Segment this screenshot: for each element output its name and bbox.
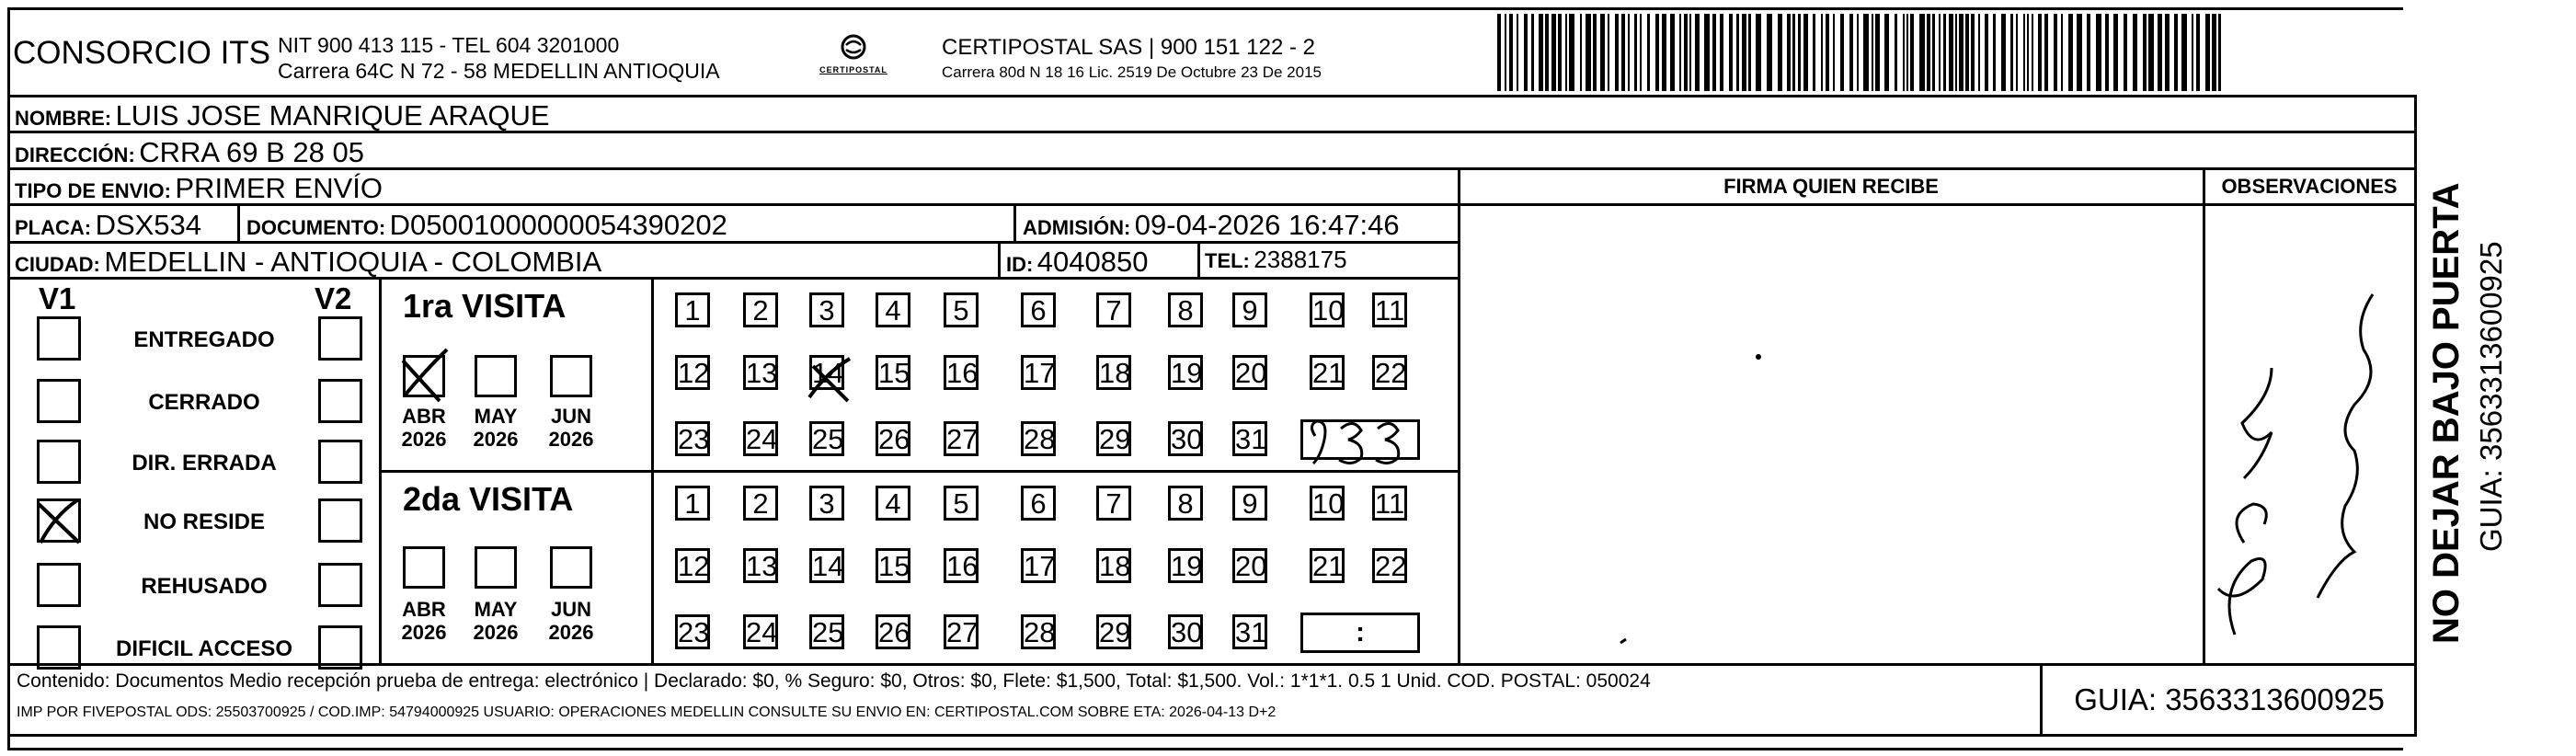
month-label: JUN	[550, 598, 591, 621]
barcode-bar	[2113, 14, 2118, 91]
status-label: NO RESIDE	[143, 510, 266, 534]
day-box[interactable]: 27	[944, 421, 979, 456]
barcode-bar	[1662, 14, 1666, 91]
barcode-bar	[2196, 14, 2200, 91]
barcode-bar	[1748, 14, 1751, 91]
barcode-bar	[1798, 14, 1801, 91]
barcode-bar	[2212, 14, 2216, 91]
day-box[interactable]: 31	[1232, 614, 1267, 649]
barcode	[1497, 14, 2224, 91]
day-box[interactable]: 28	[1021, 614, 1056, 649]
nombre-row	[15, 99, 550, 132]
firma-left-line	[1458, 167, 1460, 665]
day-box[interactable]: 31	[1232, 421, 1267, 456]
barcode-bar	[1509, 14, 1513, 91]
day-box[interactable]: 23	[675, 421, 710, 456]
day-box[interactable]: 27	[944, 614, 979, 649]
tel-value: 2388175	[1254, 246, 1347, 273]
placa-label: PLACA:	[15, 216, 92, 239]
tel-cell	[1205, 246, 1347, 274]
ciudad-label: CIUDAD:	[15, 253, 100, 276]
day-box[interactable]: 13	[743, 548, 778, 583]
day-box[interactable]: 18	[1096, 548, 1131, 583]
tipo-value: PRIMER ENVÍO	[175, 172, 384, 204]
barcode-bar	[1720, 14, 1723, 91]
barcode-bar	[1826, 14, 1829, 91]
company-name: CONSORCIO ITS	[13, 35, 271, 71]
direccion-label: DIRECCIÓN:	[15, 143, 135, 166]
barcode-bar	[2023, 14, 2025, 91]
barcode-bar	[1985, 14, 1988, 91]
day-box[interactable]: 8	[1168, 292, 1203, 327]
day-box[interactable]: 24	[743, 614, 778, 649]
barcode-bar	[1531, 14, 1534, 91]
barcode-bar	[1821, 14, 1823, 91]
barcode-bar	[1628, 14, 1630, 91]
address-line: Carrera 64C N 72 - 58 MEDELLIN ANTIOQUIA	[278, 59, 720, 83]
barcode-bar	[1787, 14, 1791, 91]
barcode-bar	[1615, 14, 1619, 91]
barcode-bar	[1524, 14, 1528, 91]
barcode-bar	[1640, 14, 1642, 91]
barcode-bar	[1679, 14, 1681, 91]
day-box[interactable]: 9	[1232, 486, 1267, 521]
id-value: 4040850	[1036, 246, 1149, 278]
barcode-bar	[2087, 14, 2090, 91]
tipo-row	[15, 172, 383, 205]
barcode-bar	[1670, 14, 1675, 91]
day-box[interactable]: 11	[1372, 292, 1407, 327]
table-bottom-line	[7, 734, 2417, 737]
barcode-bar	[1955, 14, 1957, 91]
month-year: 2026	[548, 428, 594, 451]
barcode-bar	[1927, 14, 1930, 91]
barcode-bar	[1959, 14, 1963, 91]
barcode-bar	[2068, 14, 2073, 91]
footer-guia: GUIA: 3563313600925	[2074, 682, 2385, 716]
barcode-bar	[1903, 14, 1905, 91]
day-box[interactable]: 30	[1168, 421, 1203, 456]
documento-label: DOCUMENTO:	[246, 216, 386, 239]
day-box[interactable]: 6	[1021, 292, 1056, 327]
barcode-bar	[1565, 14, 1567, 91]
day-box[interactable]: 3	[809, 486, 844, 521]
barcode-bar	[2124, 14, 2127, 91]
visit2-title: 2da VISITA	[403, 480, 574, 518]
nombre-label: NOMBRE:	[15, 107, 112, 130]
ciudad-value: MEDELLIN - ANTIOQUIA - COLOMBIA	[104, 246, 602, 278]
id-cell	[1006, 246, 1148, 279]
footer-line-2: IMP POR FIVEPOSTAL ODS: 25503700925 / COD.IMP: 54794000925 USUARIO: OPERACIONES MEDELLIN CONSULTE SU ENVIO EN: CERTIPOSTAL.COM SOBRE ETA: 2026-04-13 D+2	[17, 704, 1277, 720]
barcode-bar	[1517, 14, 1518, 91]
day-box[interactable]: 17	[1021, 355, 1056, 390]
visit1-title: 1ra VISITA	[403, 287, 567, 325]
day-box[interactable]: 26	[876, 421, 910, 456]
month-checkbox[interactable]	[550, 546, 592, 589]
day-box[interactable]: 17	[1021, 548, 1056, 583]
v2-checkbox[interactable]	[318, 316, 362, 361]
day-box[interactable]: 5	[944, 292, 979, 327]
table-right-line	[2414, 95, 2417, 737]
barcode-bar	[2001, 14, 2006, 91]
v1-checkbox[interactable]	[37, 440, 81, 484]
placa-value: DSX534	[95, 209, 202, 241]
barcode-bar	[1600, 14, 1605, 91]
certipostal-logo	[817, 33, 890, 74]
day-box[interactable]: 15	[876, 355, 910, 390]
month-checkbox[interactable]	[403, 546, 445, 589]
barcode-bar	[1857, 14, 1859, 91]
barcode-bar	[1939, 14, 1941, 91]
barcode-bar	[2027, 14, 2029, 91]
id-label: ID:	[1006, 253, 1034, 276]
stray-dot	[1756, 354, 1761, 360]
observaciones-header: OBSERVACIONES	[2221, 175, 2398, 198]
stray-mark	[1620, 639, 1626, 643]
status-label: REHUSADO	[141, 574, 268, 599]
barcode-bar	[1833, 14, 1835, 91]
direccion-row	[15, 136, 364, 169]
barcode-bar	[1906, 14, 1908, 91]
certipostal-logo-icon	[835, 33, 872, 61]
v2-checkbox[interactable]	[318, 625, 362, 670]
day-box[interactable]: 9	[1232, 292, 1267, 327]
month-checkbox[interactable]	[475, 546, 517, 589]
logo-text: CERTIPOSTAL	[819, 65, 887, 74]
day-box[interactable]: 5	[944, 486, 979, 521]
time-box[interactable]	[1300, 419, 1420, 460]
barcode-bar	[1742, 14, 1746, 91]
barcode-bar	[1767, 14, 1772, 91]
barcode-bar	[1875, 14, 1880, 91]
visit-divider-line	[379, 470, 1460, 473]
barcode-bar	[1569, 14, 1574, 91]
day-box[interactable]: 23	[675, 614, 710, 649]
status-label: DIR. ERRADA	[132, 451, 277, 475]
footer-divider	[2040, 663, 2043, 737]
barcode-bar	[1497, 14, 1501, 91]
outer-left-border	[7, 7, 10, 750]
barcode-bar	[2143, 14, 2147, 91]
admision-divider	[1013, 204, 1016, 241]
v2-checkbox[interactable]	[318, 440, 362, 484]
barcode-bar	[1943, 14, 1946, 91]
barcode-bar	[1545, 14, 1549, 91]
month-checkbox[interactable]	[403, 355, 445, 397]
v2-checkbox[interactable]	[318, 498, 362, 543]
barcode-bar	[1621, 14, 1625, 91]
barcode-bar	[1863, 14, 1869, 91]
day-box[interactable]: 12	[675, 355, 710, 390]
nit-line: NIT 900 413 115 - TEL 604 3201000	[278, 33, 620, 57]
direccion-value: CRRA 69 B 28 05	[139, 136, 364, 168]
barcode-bar	[1884, 14, 1889, 91]
barcode-bar	[2077, 14, 2082, 91]
barcode-bar	[1778, 14, 1782, 91]
month-label: JUN	[550, 405, 591, 428]
documento-cell	[246, 209, 727, 242]
barcode-bar	[1539, 14, 1543, 91]
nombre-value: LUIS JOSE MANRIQUE ARAQUE	[115, 99, 550, 132]
table-top-line	[7, 95, 2417, 97]
barcode-bar	[2054, 14, 2057, 91]
month-label: ABR	[402, 598, 446, 621]
month-label: ABR	[402, 405, 446, 428]
barcode-bar	[1803, 14, 1808, 91]
day-box[interactable]: 21	[1310, 355, 1345, 390]
day-box[interactable]: 7	[1096, 292, 1131, 327]
v1-checkbox[interactable]	[37, 563, 81, 607]
day-box[interactable]: 2	[743, 292, 778, 327]
month-year: 2026	[401, 621, 447, 644]
v1-checkbox[interactable]	[37, 379, 81, 423]
barcode-bar	[2174, 14, 2178, 91]
side-notice: NO DEJAR BAJO PUERTA	[2426, 182, 2467, 644]
v1-checkbox[interactable]	[37, 316, 81, 361]
time-box[interactable]: :	[1300, 613, 1420, 653]
outer-bottom-border	[7, 748, 2403, 750]
tipo-label: TIPO DE ENVIO:	[15, 179, 171, 202]
day-box[interactable]: 10	[1310, 486, 1345, 521]
month-checkbox[interactable]	[475, 355, 517, 397]
barcode-bar	[2044, 14, 2048, 91]
barcode-bar	[1971, 14, 1975, 91]
barcode-bar	[1840, 14, 1844, 91]
placa-cell	[15, 209, 201, 242]
day-box[interactable]: 12	[675, 548, 710, 583]
ciudad-cell	[15, 246, 601, 279]
v1-checkbox[interactable]	[37, 498, 81, 543]
month-year: 2026	[473, 621, 519, 644]
day-box[interactable]: 25	[809, 614, 844, 649]
barcode-bar	[1978, 14, 1980, 91]
barcode-bar	[1792, 14, 1795, 91]
day-box[interactable]: 4	[876, 292, 910, 327]
barcode-bar	[1558, 14, 1562, 91]
day-box[interactable]: 19	[1168, 355, 1203, 390]
day-box[interactable]: 26	[876, 614, 910, 649]
day-box[interactable]: 16	[944, 355, 979, 390]
day-box[interactable]: 10	[1310, 292, 1345, 327]
v2-label: V2	[315, 281, 352, 315]
barcode-bar	[2133, 14, 2137, 91]
day-box[interactable]: 6	[1021, 486, 1056, 521]
outer-top-border	[7, 7, 2403, 10]
barcode-bar	[1993, 14, 1996, 91]
barcode-bar	[2158, 14, 2162, 91]
barcode-bar	[1634, 14, 1637, 91]
barcode-bar	[2205, 14, 2210, 91]
firma-header-line	[1459, 203, 2415, 206]
admision-cell	[1023, 209, 1400, 242]
month-label: MAY	[474, 405, 518, 428]
tel-divider	[1197, 241, 1200, 278]
barcode-bar	[1580, 14, 1582, 91]
day-box[interactable]: 2	[743, 486, 778, 521]
obs-left-line	[2203, 167, 2205, 665]
day-box[interactable]: 3	[809, 292, 844, 327]
day-box[interactable]: 28	[1021, 421, 1056, 456]
status-label: CERRADO	[148, 390, 260, 415]
barcode-bar	[1551, 14, 1556, 91]
barcode-bar	[2218, 14, 2221, 91]
month-label: MAY	[474, 598, 518, 621]
barcode-bar	[1895, 14, 1897, 91]
day-box[interactable]: 22	[1372, 355, 1407, 390]
day-box[interactable]: 8	[1168, 486, 1203, 521]
barcode-bar	[1593, 14, 1597, 91]
day-box[interactable]: 1	[675, 486, 710, 521]
barcode-bar	[1736, 14, 1739, 91]
day-box[interactable]: 20	[1232, 355, 1267, 390]
barcode-bar	[1910, 14, 1914, 91]
day-box[interactable]: 22	[1372, 548, 1407, 583]
day-box[interactable]: 11	[1372, 486, 1407, 521]
certipostal-line: CERTIPOSTAL SAS | 900 151 122 - 2	[942, 35, 1315, 60]
barcode-bar	[1965, 14, 1969, 91]
admision-label: ADMISIÓN:	[1023, 216, 1131, 239]
barcode-bar	[2061, 14, 2063, 91]
month-checkbox[interactable]	[550, 355, 592, 397]
barcode-bar	[1919, 14, 1925, 91]
day-box[interactable]: 13	[743, 355, 778, 390]
day-box[interactable]: 4	[876, 486, 910, 521]
footer-top-line	[7, 663, 2417, 666]
barcode-bar	[1813, 14, 1815, 91]
day-box[interactable]: 29	[1096, 421, 1131, 456]
barcode-bar	[2192, 14, 2193, 91]
barcode-bar	[1586, 14, 1591, 91]
barcode-bar	[1932, 14, 1935, 91]
firma-header: FIRMA QUIEN RECIBE	[1723, 175, 1939, 198]
placa-divider	[237, 204, 240, 241]
day-box[interactable]: 14	[809, 548, 844, 583]
barcode-bar	[2148, 14, 2154, 91]
v2-checkbox[interactable]	[318, 379, 362, 423]
barcode-bar	[1647, 14, 1650, 91]
barcode-bar	[2010, 14, 2013, 91]
day-box[interactable]: 25	[809, 421, 844, 456]
barcode-bar	[2038, 14, 2042, 91]
status-label: DIFICIL ACCESO	[115, 636, 292, 661]
month-year: 2026	[401, 428, 447, 451]
day-box[interactable]: 14	[809, 355, 844, 390]
admision-value: 09-04-2026 16:47:46	[1134, 209, 1400, 241]
barcode-bar	[1704, 14, 1710, 91]
day-box[interactable]: 7	[1096, 486, 1131, 521]
barcode-bar	[1872, 14, 1873, 91]
barcode-bar	[1689, 14, 1691, 91]
month-year: 2026	[548, 621, 594, 644]
barcode-bar	[1684, 14, 1688, 91]
barcode-bar	[2181, 14, 2187, 91]
day-box[interactable]: 1	[675, 292, 710, 327]
day-box[interactable]: 18	[1096, 355, 1131, 390]
barcode-bar	[1756, 14, 1761, 91]
barcode-bar	[1849, 14, 1853, 91]
month-year: 2026	[473, 428, 519, 451]
barcode-bar	[2105, 14, 2109, 91]
tel-label: TEL:	[1205, 249, 1250, 272]
footer-line-1: Contenido: Documentos Medio recepción prueba de entrega: electrónico | Declarado: $0, % Seguro: $0, Otros: $0, Flete: $1,500, Total: $1,500. Vol.: 1*1*1. 0.5 1 Unid. COD. POSTAL: 050024	[17, 670, 1651, 692]
row-line-2	[7, 167, 2417, 170]
day-box[interactable]: 19	[1168, 548, 1203, 583]
day-box[interactable]: 16	[944, 548, 979, 583]
observaciones-handwriting	[2218, 294, 2373, 635]
documento-value: D05001000000054390202	[389, 209, 727, 241]
barcode-bar	[1949, 14, 1953, 91]
day-box[interactable]: 20	[1232, 548, 1267, 583]
barcode-bar	[2096, 14, 2101, 91]
id-divider	[998, 241, 1001, 278]
barcode-bar	[1608, 14, 1609, 91]
status-label: ENTREGADO	[133, 327, 275, 352]
v1-label: V1	[39, 281, 76, 315]
certipostal-address: Carrera 80d N 18 16 Lic. 2519 De Octubre 23 De 2015	[942, 63, 1322, 81]
v2-checkbox[interactable]	[318, 563, 362, 607]
day-box[interactable]: 15	[876, 548, 910, 583]
barcode-bar	[2032, 14, 2033, 91]
barcode-bar	[1712, 14, 1716, 91]
barcode-bar	[1729, 14, 1733, 91]
day-box[interactable]: 21	[1310, 548, 1345, 583]
day-box[interactable]: 24	[743, 421, 778, 456]
barcode-bar	[2165, 14, 2170, 91]
barcode-bar	[1655, 14, 1659, 91]
barcode-bar	[1695, 14, 1700, 91]
v1-checkbox[interactable]	[37, 625, 81, 670]
barcode-bar	[2016, 14, 2018, 91]
barcode-bar	[1505, 14, 1506, 91]
day-box[interactable]: 29	[1096, 614, 1131, 649]
day-box[interactable]: 30	[1168, 614, 1203, 649]
side-guia: GUIA: 3563313600925	[2474, 241, 2508, 552]
